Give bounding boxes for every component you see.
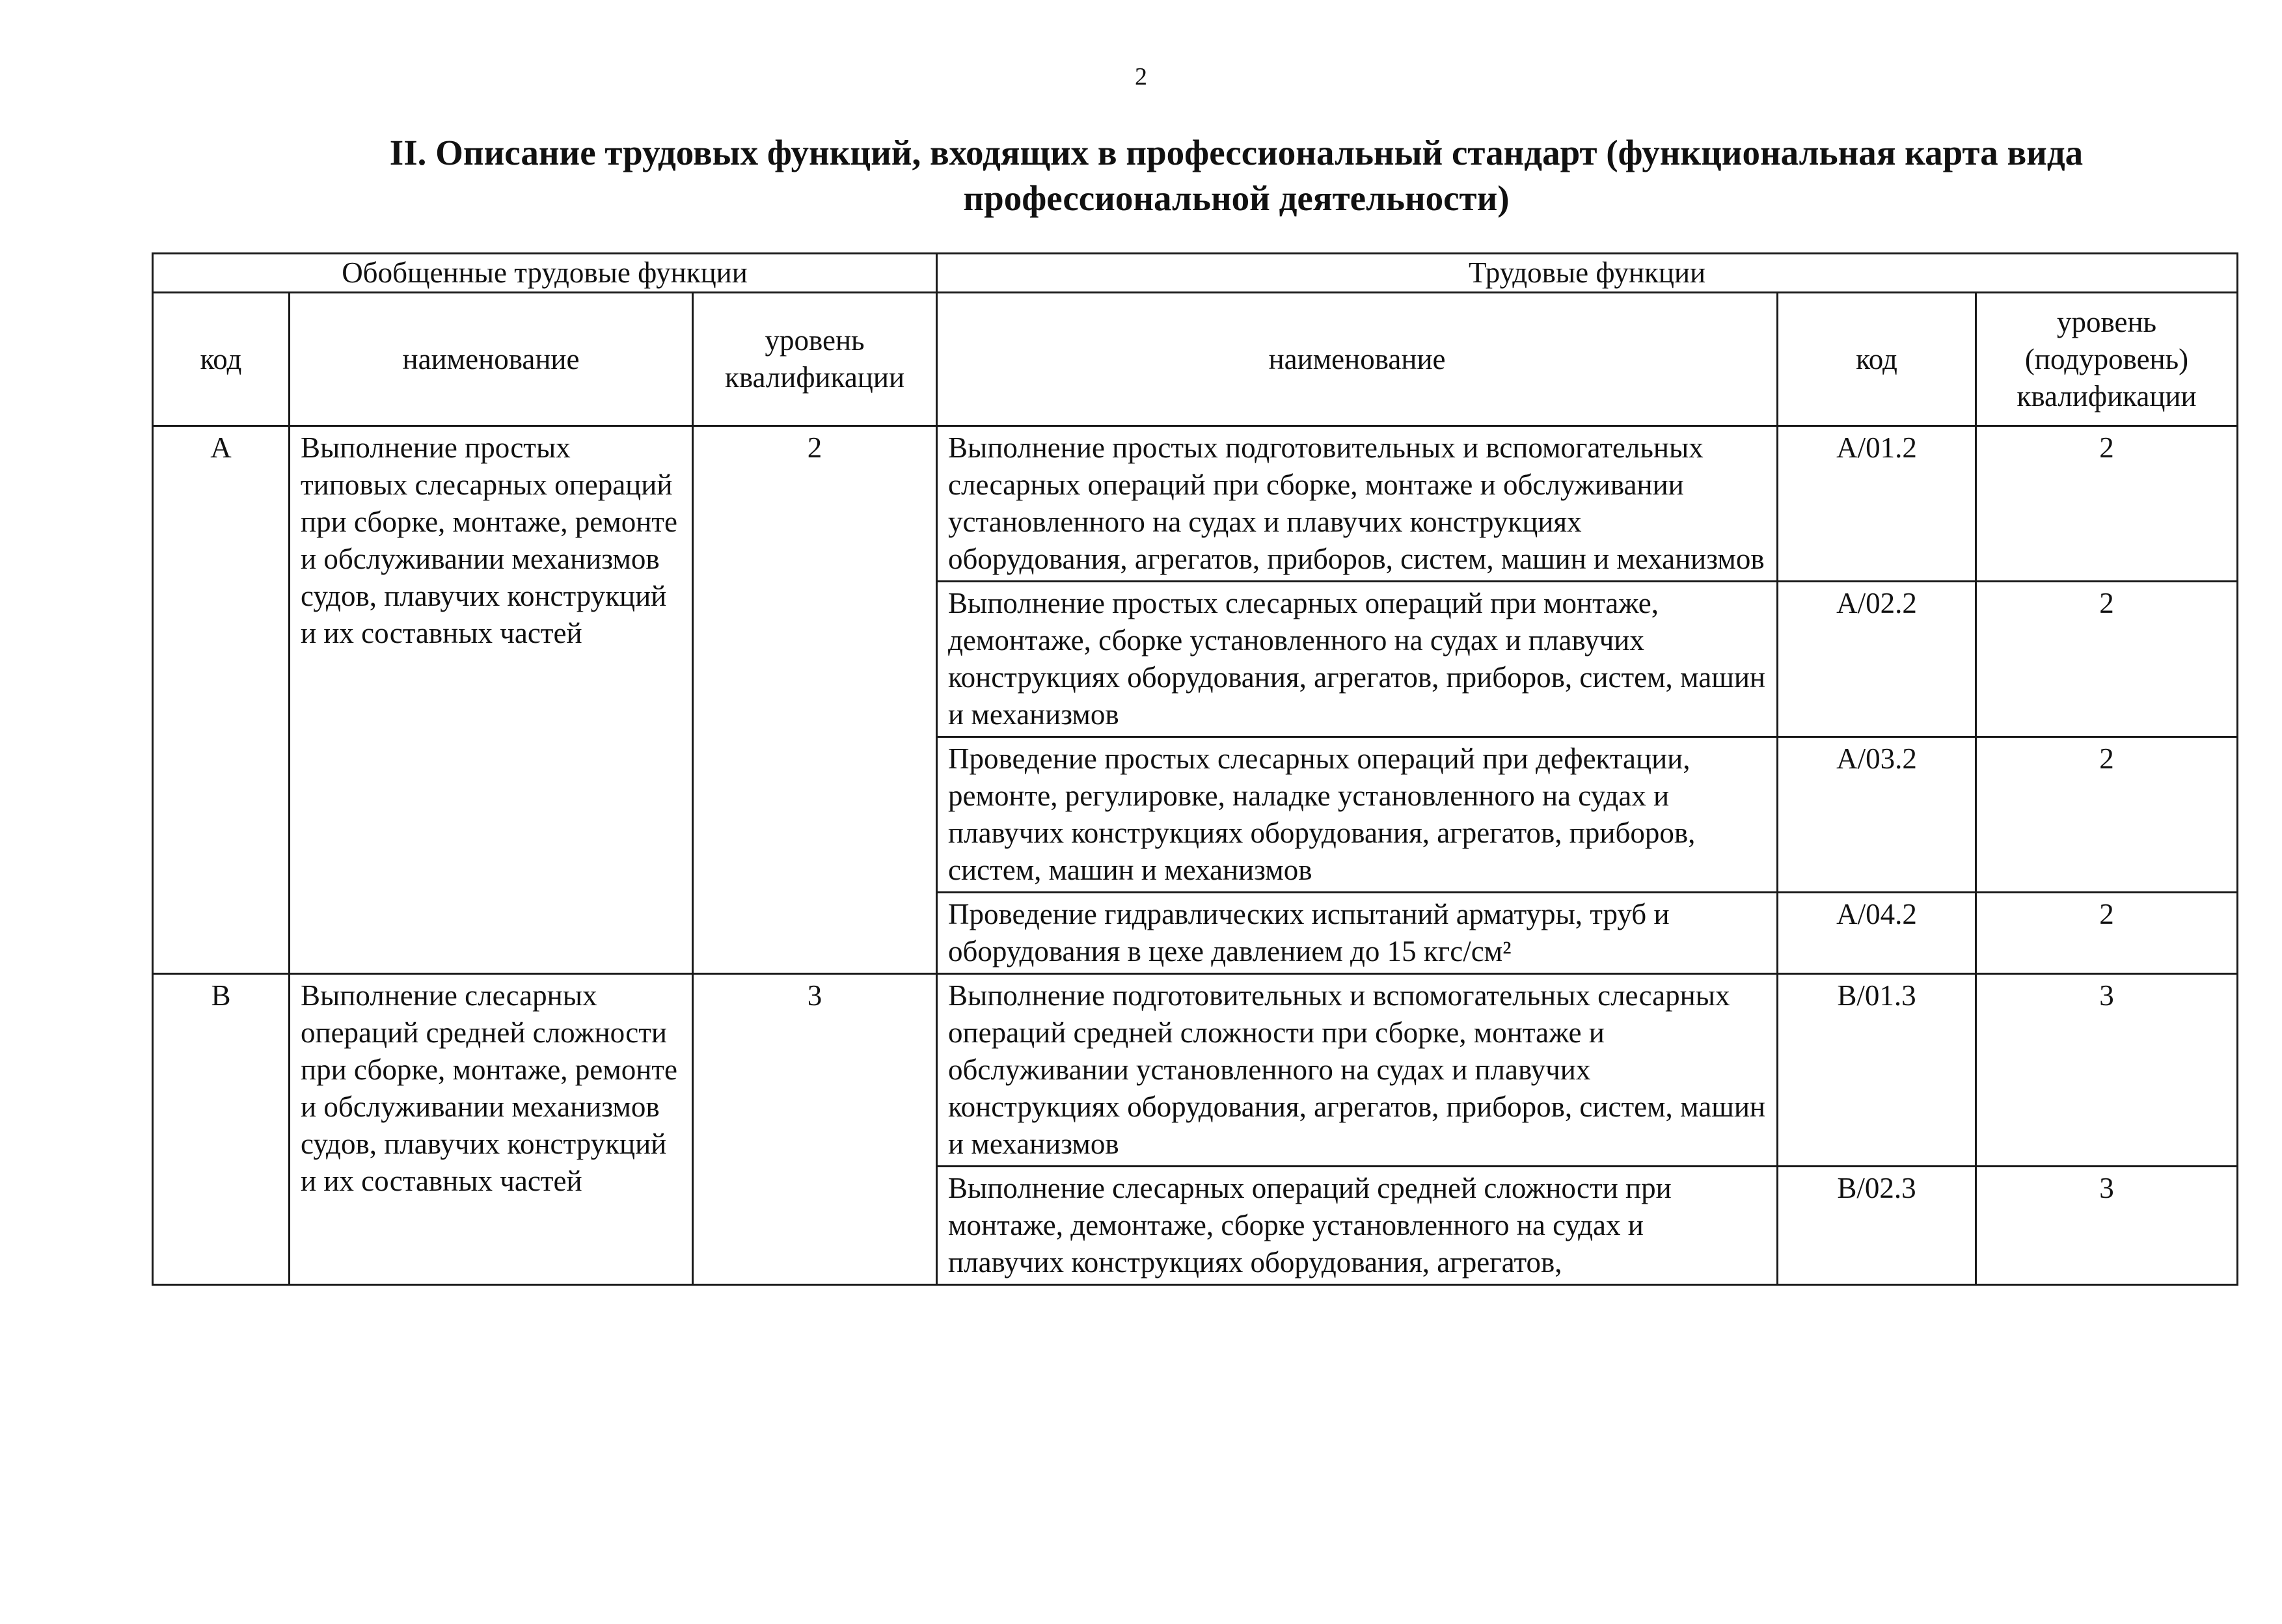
function-level: 2 bbox=[1976, 893, 2238, 974]
generalized-function-code: A bbox=[153, 426, 290, 974]
table-row bbox=[153, 974, 2238, 1167]
col-header-function-name: наименование bbox=[937, 293, 1778, 426]
function-code: A/01.2 bbox=[1778, 426, 1976, 582]
col-header-generalized-name: наименование bbox=[290, 293, 693, 426]
col-header-generalized-code: код bbox=[153, 293, 290, 426]
title-line-2: профессиональной деятельности) bbox=[963, 178, 1510, 218]
col-header-generalized-level: уровень квалификации bbox=[693, 293, 937, 426]
function-name: Проведение гидравлических испытаний арматуры, труб и оборудования в цехе давлением до 15 кгс/см² bbox=[937, 893, 1778, 974]
function-code: B/02.3 bbox=[1778, 1167, 1976, 1285]
functional-map-table bbox=[152, 252, 2238, 1286]
function-level: 3 bbox=[1976, 974, 2238, 1167]
title-line-1: II. Описание трудовых функций, входящих в профессиональный стандарт (функциональная карта вида bbox=[389, 133, 2084, 172]
function-name: Выполнение простых слесарных операций при монтаже, демонтаже, сборке установленного на судах и плавучих конструкциях оборудования, агрегатов, приборов, систем, машин и механизмов bbox=[937, 582, 1778, 737]
function-code: A/02.2 bbox=[1778, 582, 1976, 737]
generalized-function-level: 3 bbox=[693, 974, 937, 1285]
generalized-function-name: Выполнение простых типовых слесарных операций при сборке, монтаже, ремонте и обслуживании механизмов судов, плавучих конструкций и их составных частей bbox=[290, 426, 693, 974]
function-level: 3 bbox=[1976, 1167, 2238, 1285]
function-code: A/03.2 bbox=[1778, 737, 1976, 893]
group-header-row bbox=[153, 254, 2238, 293]
function-name: Выполнение подготовительных и вспомогательных слесарных операций средней сложности при сборке, монтаже и обслуживании установленного на судах и плавучих конструкциях оборудования, агрегатов, приборов, систем, машин и механизмов bbox=[937, 974, 1778, 1167]
col-header-function-code: код bbox=[1778, 293, 1976, 426]
column-header-row bbox=[153, 293, 2238, 426]
table-row bbox=[153, 426, 2238, 582]
generalized-function-name: Выполнение слесарных операций средней сложности при сборке, монтаже, ремонте и обслуживании механизмов судов, плавучих конструкций и их составных частей bbox=[290, 974, 693, 1285]
generalized-function-level: 2 bbox=[693, 426, 937, 974]
function-code: A/04.2 bbox=[1778, 893, 1976, 974]
function-name: Выполнение простых подготовительных и вспомогательных слесарных операций при сборке, монтаже и обслуживании установленного на судах и плавучих конструкциях оборудования, агрегатов, приборов, систем, машин и механизмов bbox=[937, 426, 1778, 582]
generalized-functions-header: Обобщенные трудовые функции bbox=[153, 254, 937, 293]
generalized-function-code: B bbox=[153, 974, 290, 1285]
function-name: Выполнение слесарных операций средней сложности при монтаже, демонтаже, сборке установленного на судах и плавучих конструкциях оборудования, агрегатов, bbox=[937, 1167, 1778, 1285]
page-number: 2 bbox=[1135, 63, 1147, 90]
labor-functions-header: Трудовые функции bbox=[937, 254, 2238, 293]
function-level: 2 bbox=[1976, 426, 2238, 582]
function-name: Проведение простых слесарных операций при дефектации, ремонте, регулировке, наладке установленного на судах и плавучих конструкциях оборудования, агрегатов, приборов, систем, машин и механизмов bbox=[937, 737, 1778, 893]
page-title bbox=[293, 130, 2180, 221]
function-level: 2 bbox=[1976, 737, 2238, 893]
function-level: 2 bbox=[1976, 582, 2238, 737]
function-code: B/01.3 bbox=[1778, 974, 1976, 1167]
col-header-function-level: уровень (подуровень) квалификации bbox=[1976, 293, 2238, 426]
